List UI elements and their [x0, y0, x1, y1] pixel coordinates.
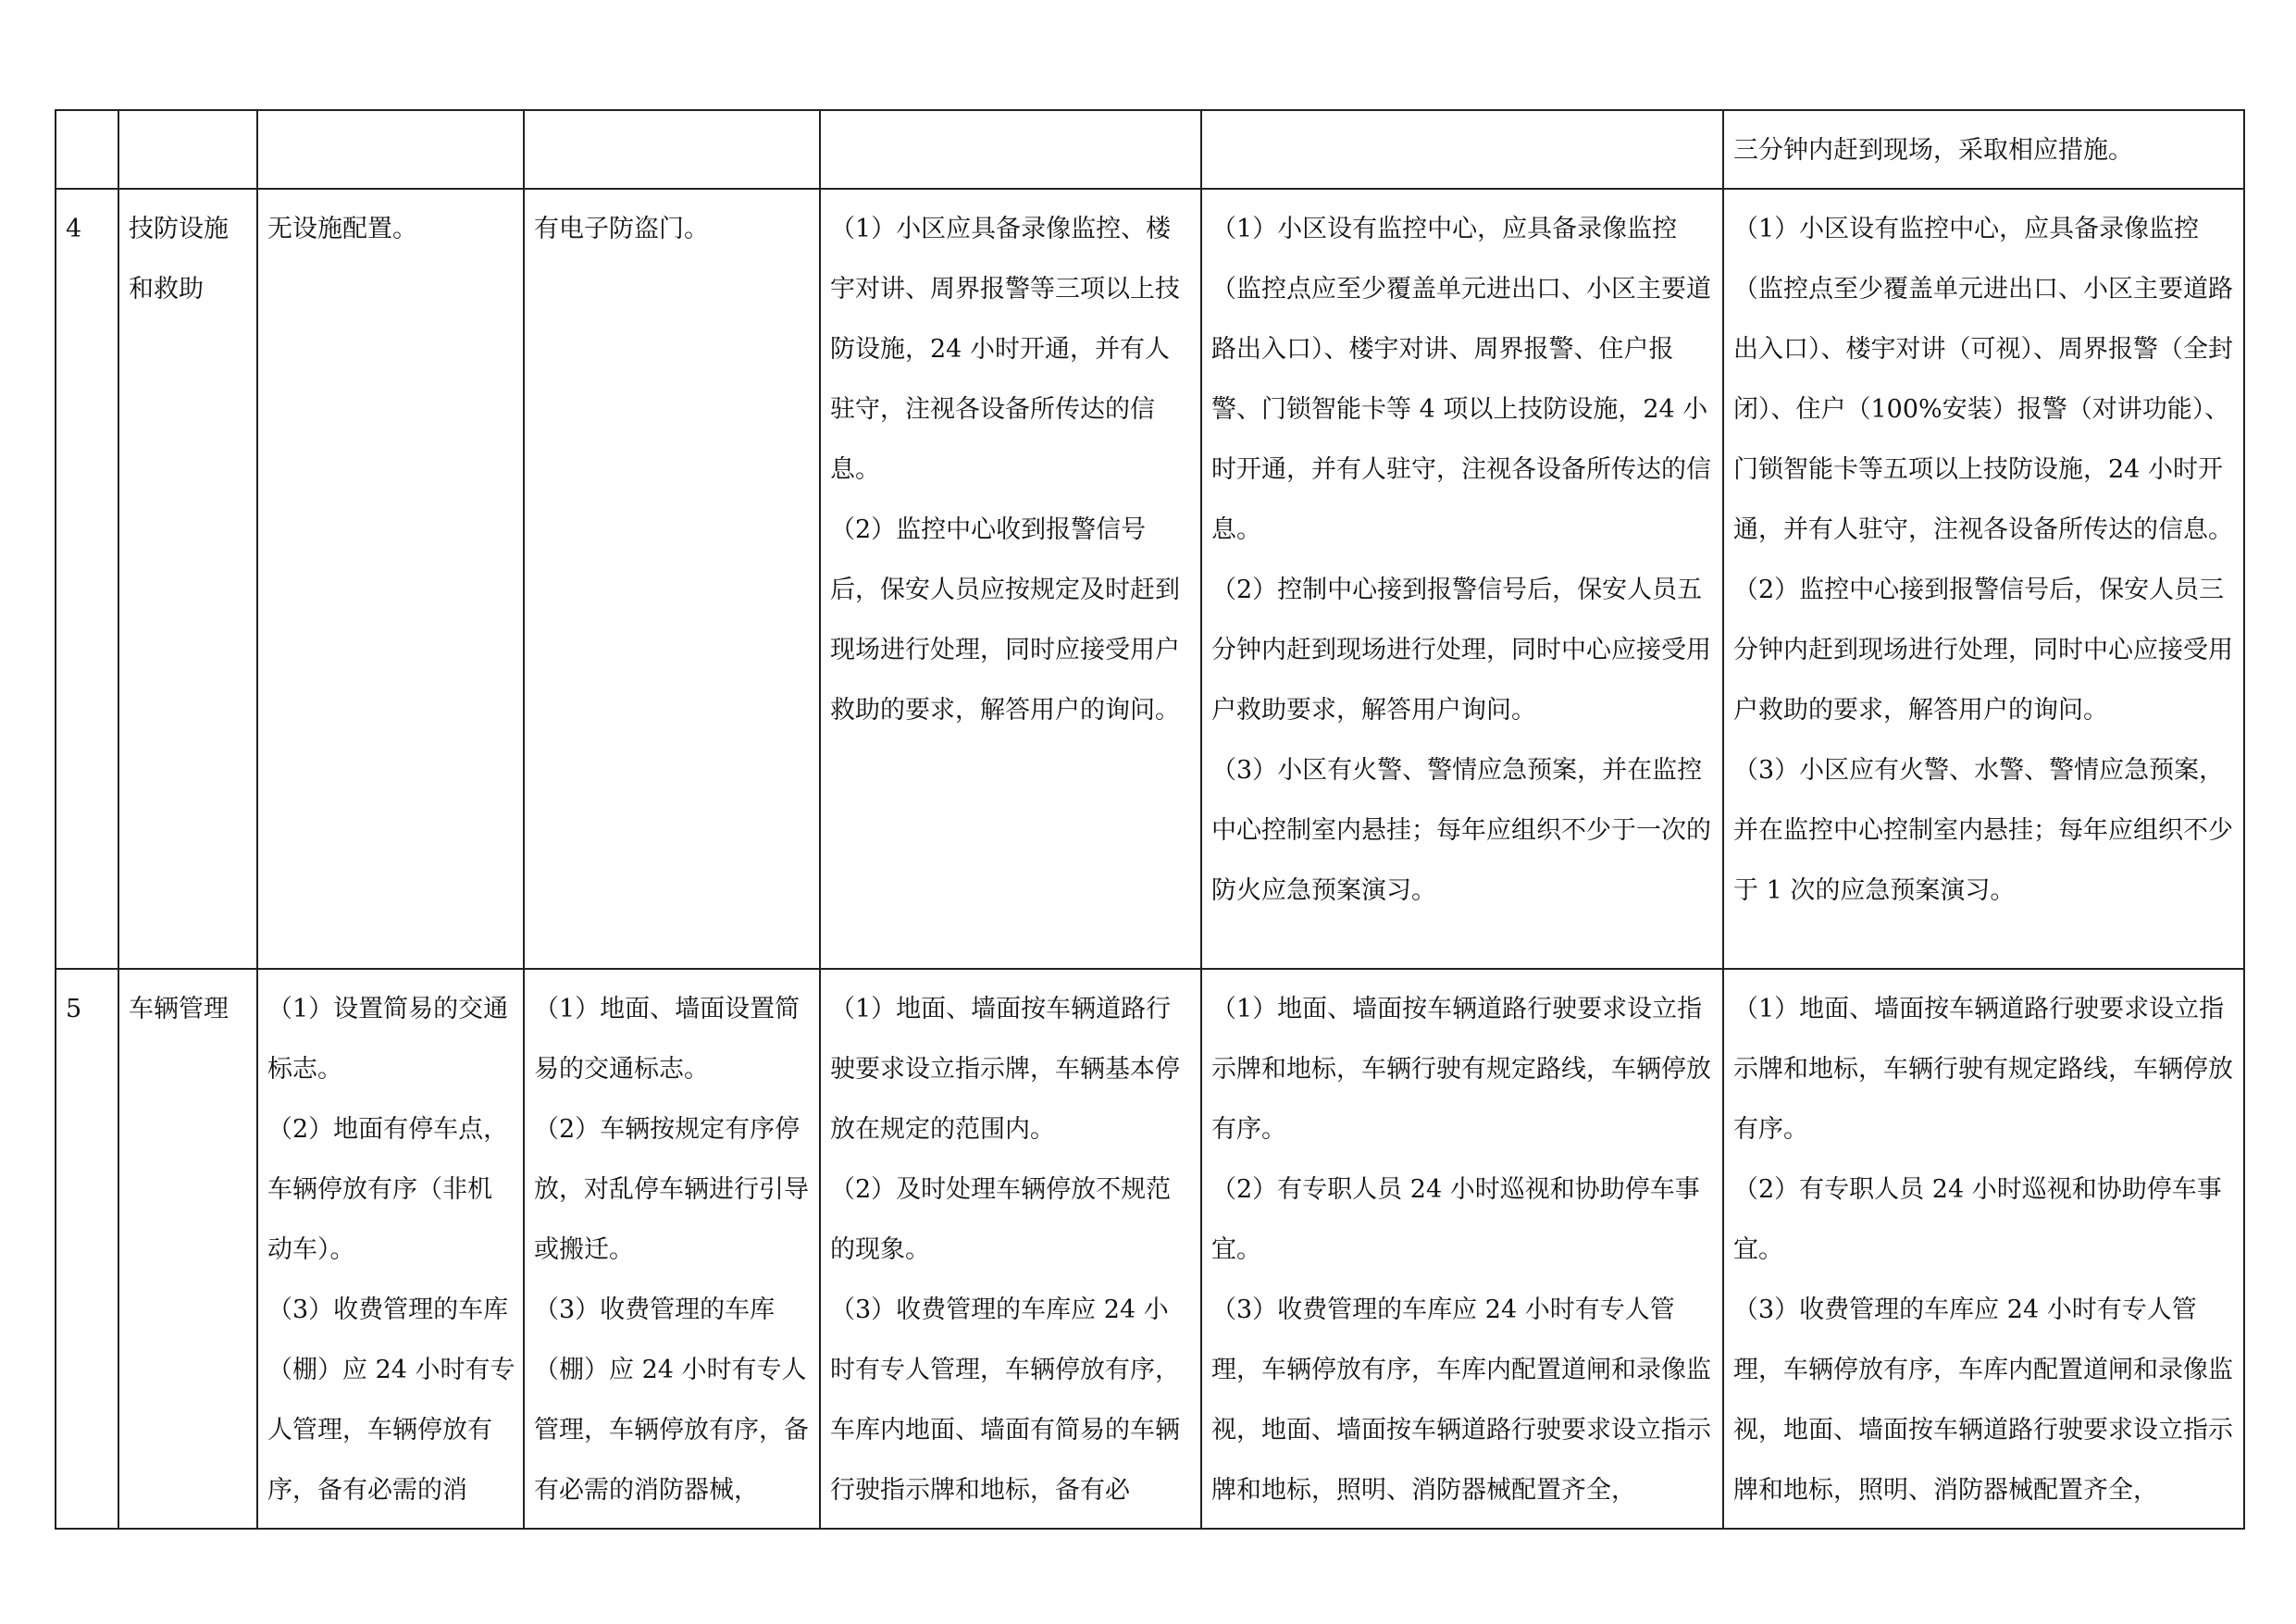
- paragraph: （3）收费管理的车库（棚）应 24 小时有专人管理，车辆停放有序，备有必需的消: [267, 1295, 515, 1505]
- cell-level-1: [257, 969, 524, 1529]
- table-row-continued: [56, 110, 2244, 189]
- table-row-vehicles: [56, 969, 2244, 1529]
- cell-level-5: [1723, 969, 2244, 1529]
- cell-item: 车辆管理: [118, 969, 257, 1529]
- paragraph: （2）车辆按规定有序停放，对乱停车辆进行引导或搬迁。: [534, 1115, 809, 1264]
- cell-level-4: [1201, 189, 1723, 969]
- paragraph: （1）小区应具备录像监控、楼宇对讲、周界报警等三项以上技防设施，24 小时开通，并有人驻守，注视各设备所传达的信息。: [830, 215, 1180, 484]
- paragraph: 三分钟内赶到现场，采取相应措施。: [1733, 136, 2133, 165]
- table-row-security: [56, 189, 2244, 969]
- cell-item: [118, 110, 257, 189]
- cell-level-5: [1723, 110, 2244, 189]
- paragraph: （1）小区设有监控中心，应具备录像监控（监控点应至少覆盖单元进出口、小区主要道路出入口）、楼宇对讲、周界报警、住户报警、门锁智能卡等 4 项以上技防设施，24 小时开通，并有人驻守，注视各设备所传达的信息。: [1211, 215, 1711, 544]
- cell-level-1: [257, 110, 524, 189]
- paragraph: （2）监控中心接到报警信号后，保安人员三分钟内赶到现场进行处理，同时中心应接受用户救助的要求，解答用户的询问。: [1733, 576, 2233, 725]
- paragraph: （2）有专职人员 24 小时巡视和协助停车事宜。: [1211, 1175, 1700, 1264]
- cell-level-1: [257, 189, 524, 969]
- cell-level-3: [820, 969, 1201, 1529]
- cell-level-2: [524, 189, 820, 969]
- paragraph: （2）监控中心收到报警信号后，保安人员应按规定及时赶到现场进行处理，同时应接受用户救助的要求，解答用户的询问。: [830, 515, 1180, 725]
- cell-no: 4: [56, 189, 118, 969]
- paragraph: （1）设置简易的交通标志。: [267, 995, 509, 1084]
- paragraph: 无设施配置。: [267, 215, 417, 243]
- paragraph: （3）收费管理的车库应 24 小时有专人管理，车辆停放有序，车库内地面、墙面有简易的车辆行驶指示牌和地标，备有必: [830, 1295, 1180, 1505]
- cell-level-3: [820, 189, 1201, 969]
- paragraph: （3）收费管理的车库（棚）应 24 小时有专人管理，车辆停放有序，备有必需的消防器械，: [534, 1295, 809, 1505]
- paragraph: （1）小区设有监控中心，应具备录像监控（监控点至少覆盖单元进出口、小区主要道路出入口）、楼宇对讲（可视）、周界报警（全封闭）、住户（100%安装）报警（对讲功能）、门锁智能卡等五项以上技防设施，24 小时开通，并有人驻守，注视各设备所传达的信息。: [1733, 215, 2233, 544]
- paragraph: （3）收费管理的车库应 24 小时有专人管理，车辆停放有序，车库内配置道闸和录像监视，地面、墙面按车辆道路行驶要求设立指示牌和地标，照明、消防器械配置齐全，: [1733, 1295, 2233, 1505]
- paragraph: （3）小区应有火警、水警、警情应急预案，并在监控中心控制室内悬挂；每年应组织不少于 1 次的应急预案演习。: [1733, 756, 2233, 905]
- paragraph: （1）地面、墙面按车辆道路行驶要求设立指示牌和地标，车辆行驶有规定路线，车辆停放有序。: [1211, 995, 1711, 1144]
- paragraph: （1）地面、墙面按车辆道路行驶要求设立指示牌和地标，车辆行驶有规定路线，车辆停放有序。: [1733, 995, 2233, 1144]
- paragraph: （1）地面、墙面按车辆道路行驶要求设立指示牌，车辆基本停放在规定的范围内。: [830, 995, 1180, 1144]
- paragraph: （2）控制中心接到报警信号后，保安人员五分钟内赶到现场进行处理，同时中心应接受用户救助要求，解答用户询问。: [1211, 576, 1711, 725]
- paragraph: （3）收费管理的车库应 24 小时有专人管理，车辆停放有序，车库内配置道闸和录像监视，地面、墙面按车辆道路行驶要求设立指示牌和地标，照明、消防器械配置齐全，: [1211, 1295, 1711, 1505]
- cell-item: 技防设施和救助: [118, 189, 257, 969]
- cell-no: 5: [56, 969, 118, 1529]
- cell-level-2: [524, 110, 820, 189]
- cell-level-2: [524, 969, 820, 1529]
- cell-level-4: [1201, 110, 1723, 189]
- cell-level-5: [1723, 189, 2244, 969]
- cell-level-3: [820, 110, 1201, 189]
- cell-no: [56, 110, 118, 189]
- paragraph: 有电子防盗门。: [534, 215, 709, 243]
- cell-level-4: [1201, 969, 1723, 1529]
- standards-table: [55, 109, 2245, 1530]
- paragraph: （3）小区有火警、警情应急预案，并在监控中心控制室内悬挂；每年应组织不少于一次的防火应急预案演习。: [1211, 756, 1711, 905]
- paragraph: （2）及时处理车辆停放不规范的现象。: [830, 1175, 1172, 1264]
- paragraph: （2）有专职人员 24 小时巡视和协助停车事宜。: [1733, 1175, 2222, 1264]
- paragraph: （1）地面、墙面设置简易的交通标志。: [534, 995, 800, 1084]
- paragraph: （2）地面有停车点，车辆停放有序（非机动车）。: [267, 1115, 509, 1264]
